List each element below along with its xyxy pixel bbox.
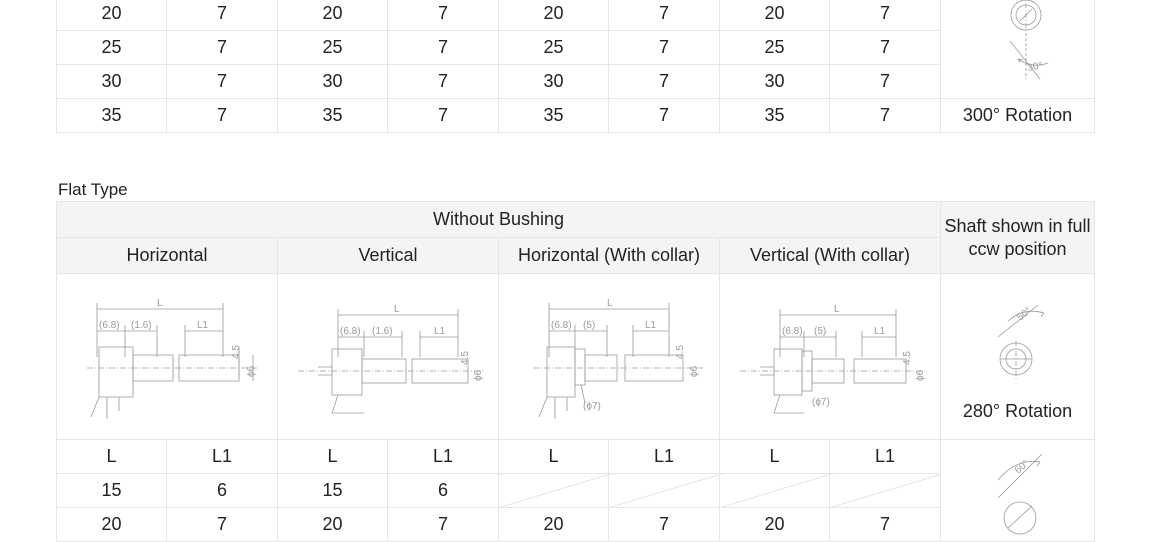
cell-l1: 7 (167, 508, 278, 542)
dim-5-label: (5) (583, 319, 596, 331)
rotation-300-label: 300° Rotation (941, 99, 1095, 133)
cell-l1: 7 (830, 508, 941, 542)
horizontal-pot-drawing (67, 287, 267, 427)
dim-68-label: (6.8) (340, 325, 361, 337)
rotation-280-label: 280° Rotation (962, 401, 1073, 421)
dim-phi6-label: ϕ6 (915, 369, 926, 381)
cell-l: 15 (57, 474, 167, 508)
vertical-collar-pot-drawing (730, 287, 930, 427)
rotation-300-drawing (958, 0, 1078, 97)
cell-l1: 7 (609, 508, 720, 542)
cell-l: 30 (278, 65, 388, 99)
drawing-vertical (278, 274, 499, 440)
dim-l1-label: L1 (434, 325, 446, 337)
dim-16-label: (1.6) (131, 319, 152, 331)
cell-l: 15 (278, 474, 388, 508)
sub-header-l: L (499, 440, 609, 474)
cell-l: 25 (499, 31, 609, 65)
drawing-horizontal (57, 274, 278, 440)
col-header-horizontal-collar: Horizontal (With collar) (499, 238, 720, 274)
dim-45-label: 4.5 (902, 350, 913, 365)
table-row (57, 0, 1095, 31)
table-row (57, 99, 1095, 133)
cell-not-available (830, 474, 941, 508)
rotation-280-drawing (958, 291, 1078, 401)
sub-header-l1: L1 (167, 440, 278, 474)
dim-16-label: (1.6) (372, 325, 393, 337)
cell-l: 20 (57, 508, 167, 542)
dim-68-label: (6.8) (99, 319, 120, 331)
sub-header-l: L (720, 440, 830, 474)
cell-l: 20 (720, 0, 830, 31)
without-bushing-header: Without Bushing (57, 202, 941, 238)
cell-l1: 7 (830, 0, 941, 31)
dim-phi7-label: (ϕ7) (583, 400, 601, 412)
table-row (57, 508, 1095, 542)
section-title: Flat Type (58, 180, 128, 199)
rotation-lower-drawing (958, 440, 1078, 540)
cell-l1: 7 (830, 65, 941, 99)
table-row (57, 31, 1095, 65)
dim-l-label: L (834, 303, 840, 315)
dim-68-label: (6.8) (782, 325, 803, 337)
flat-type-table (56, 201, 1095, 542)
sub-header-l1: L1 (830, 440, 941, 474)
drawing-horizontal-collar (499, 274, 720, 440)
cell-l1: 7 (388, 31, 499, 65)
cell-l1: 7 (388, 99, 499, 133)
cell-l: 35 (499, 99, 609, 133)
cell-l1: 7 (388, 508, 499, 542)
dim-l-label: L (394, 303, 400, 315)
cell-l1: 7 (167, 0, 278, 31)
cell-l: 25 (57, 31, 167, 65)
angle-60-label: 60° (1012, 458, 1032, 477)
rotation-diagram-280 (941, 274, 1095, 440)
dim-l1-label: L1 (645, 319, 657, 331)
horizontal-collar-pot-drawing (509, 287, 709, 427)
rotation-diagram-lower (941, 440, 1095, 542)
cell-l: 20 (499, 508, 609, 542)
angle-50-label: 50° (1014, 305, 1034, 324)
table-row (57, 474, 1095, 508)
cell-l1: 7 (830, 31, 941, 65)
cell-l1: 7 (609, 31, 720, 65)
sub-header-l: L (278, 440, 388, 474)
dim-68-label: (6.8) (551, 319, 572, 331)
cell-l1: 6 (167, 474, 278, 508)
dim-l1-label: L1 (197, 319, 209, 331)
cell-l: 30 (499, 65, 609, 99)
dim-phi7-label: (ϕ7) (812, 396, 830, 408)
col-header-vertical-collar: Vertical (With collar) (720, 238, 941, 274)
cell-l: 20 (278, 0, 388, 31)
cell-l: 20 (278, 508, 388, 542)
vertical-pot-drawing (288, 287, 488, 427)
dim-l1-label: L1 (874, 325, 886, 337)
cell-l1: 7 (609, 99, 720, 133)
cell-not-available (720, 474, 830, 508)
dimension-table-top (56, 0, 1095, 133)
dim-phi6-label: ϕ6 (246, 365, 257, 377)
sub-header-row (57, 440, 1095, 474)
dim-l-label: L (607, 297, 613, 309)
dim-5-label: (5) (814, 325, 827, 337)
cell-l1: 7 (609, 65, 720, 99)
sub-header-l1: L1 (388, 440, 499, 474)
cell-l1: 7 (830, 99, 941, 133)
cell-l: 25 (278, 31, 388, 65)
rotation-diagram-300 (941, 0, 1095, 99)
cell-l: 20 (720, 508, 830, 542)
cell-l: 20 (57, 0, 167, 31)
col-header-horizontal: Horizontal (57, 238, 278, 274)
cell-not-available (499, 474, 609, 508)
dim-45-label: 4.5 (231, 344, 242, 359)
angle-30-label: 30° (1026, 59, 1043, 74)
dim-phi6-label: ϕ6 (689, 365, 700, 377)
dim-phi6-label: ϕ6 (473, 369, 484, 381)
cell-l: 30 (57, 65, 167, 99)
sub-header-l1: L1 (609, 440, 720, 474)
cell-l: 35 (278, 99, 388, 133)
dim-45-label: 4.5 (675, 344, 686, 359)
cell-l1: 7 (609, 0, 720, 31)
sub-header-l: L (57, 440, 167, 474)
drawing-vertical-collar (720, 274, 941, 440)
cell-l1: 7 (388, 65, 499, 99)
table-row (57, 65, 1095, 99)
cell-not-available (609, 474, 720, 508)
cell-l: 25 (720, 31, 830, 65)
cell-l1: 7 (167, 99, 278, 133)
cell-l1: 7 (167, 65, 278, 99)
shaft-position-header: Shaft shown in full ccw position (941, 202, 1095, 274)
cell-l: 30 (720, 65, 830, 99)
cell-l: 35 (720, 99, 830, 133)
cell-l: 35 (57, 99, 167, 133)
cell-l1: 6 (388, 474, 499, 508)
cell-l: 20 (499, 0, 609, 31)
cell-l1: 7 (167, 31, 278, 65)
col-header-vertical: Vertical (278, 238, 499, 274)
cell-l1: 7 (388, 0, 499, 31)
dim-l-label: L (157, 297, 163, 309)
dim-45-label: 4.5 (460, 350, 471, 365)
